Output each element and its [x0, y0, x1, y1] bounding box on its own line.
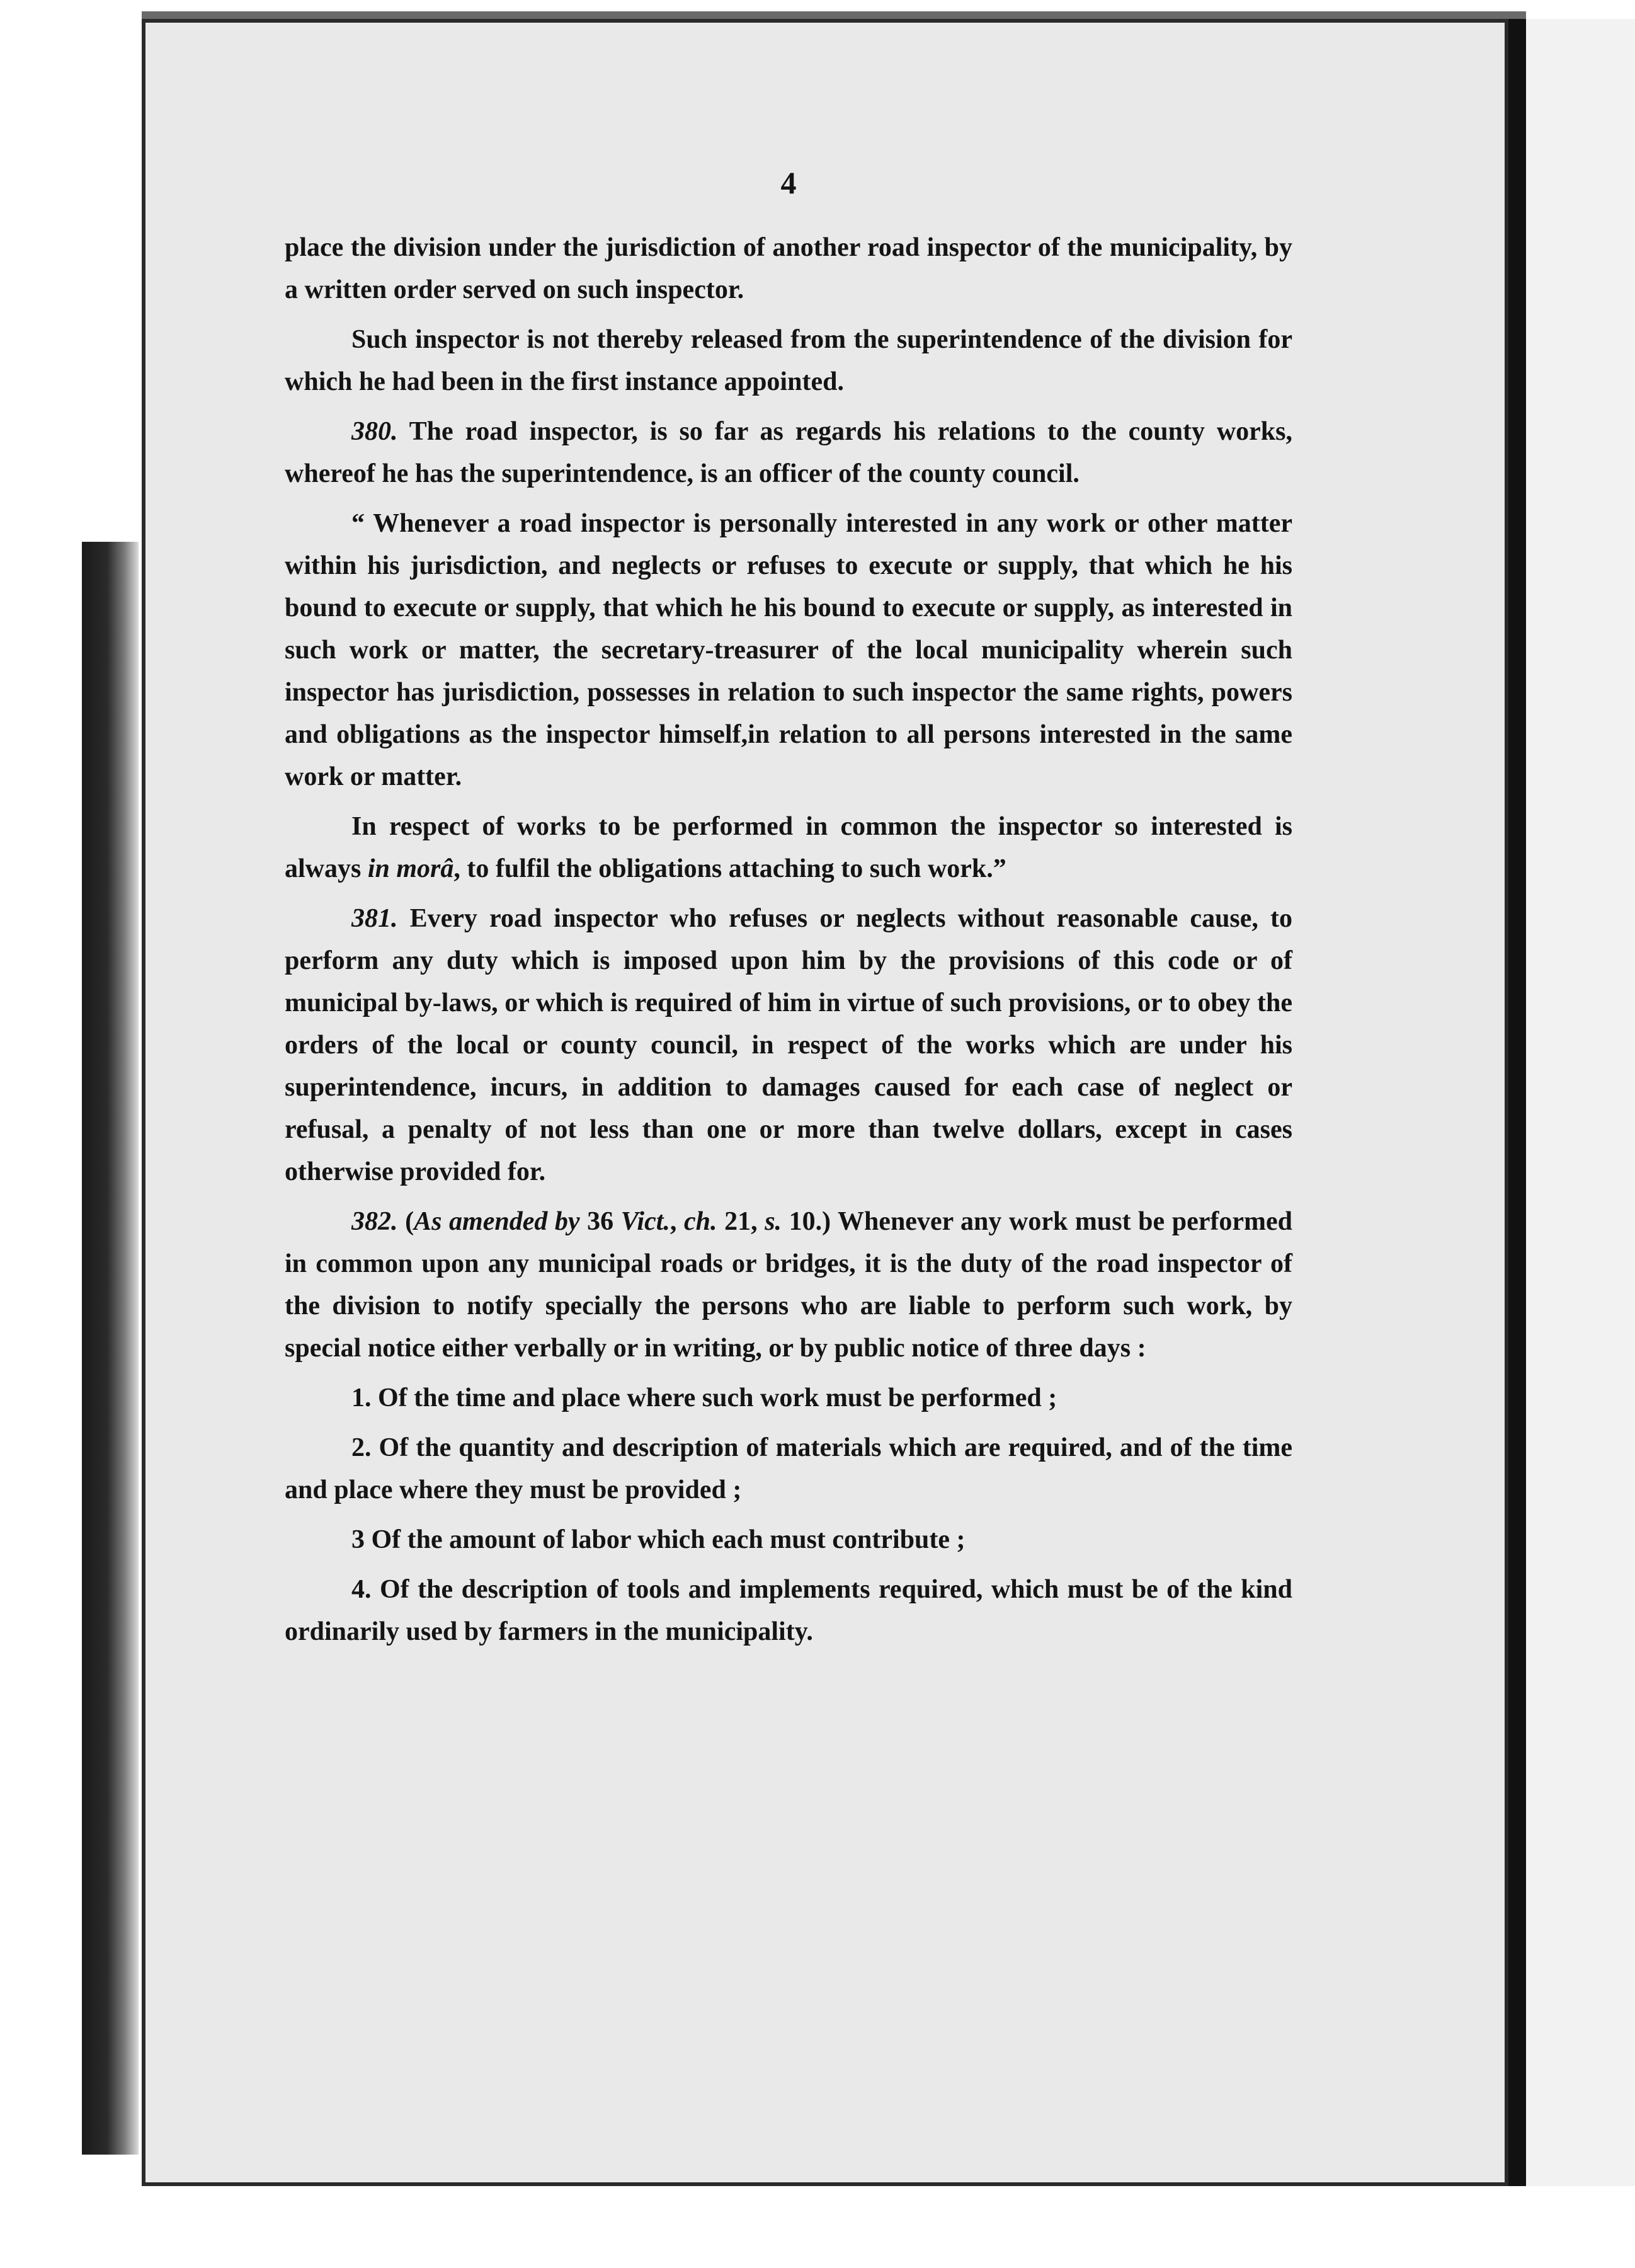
list-item-text: 3 Of the amount of labor which each must contribute ; — [351, 1525, 966, 1554]
paragraph-superintendence — [285, 319, 1292, 403]
amendment-comma: , — [669, 1207, 685, 1236]
paragraph-text: Every road inspector who refuses or neglects without reasonable cause, to perform any duty which is imposed upon him by the provisions of this code or of municipal by-laws, or which is required of him in virtue of such provisions, or to obey the orders of the local or county council, in respect of the works which are under his superintendence, incurs, in addition to damages caused for each case of neglect or refusal, a penalty of not less than one or more than twelve dollars, except in cases otherwise provided for. — [285, 904, 1292, 1186]
section-number: 380. — [351, 417, 398, 446]
section-380 — [285, 411, 1292, 495]
paragraph-text: Whenever any work must be performed in common upon any municipal roads or bridges, it is the duty of the road inspector of the division to notify specially the persons who are liable to perform such work, by special notice either verbally or in writing, or by public notice of three days : — [285, 1207, 1293, 1363]
paragraph-text: Such inspector is not thereby released from the superintendence of the division for which he had been in the first instance appointed. — [285, 325, 1292, 396]
amendment-chapter-number: 21, — [717, 1207, 765, 1236]
page-number: 4 — [780, 165, 797, 200]
section-number: 382. — [351, 1207, 398, 1236]
binding-shadow — [82, 542, 139, 2155]
list-item-text: 2. Of the quantity and description of materials which are required, and of the time and place where they must be provided ; — [285, 1433, 1292, 1504]
amendment-phrase: As amended by — [414, 1207, 580, 1236]
list-item-4 — [285, 1569, 1292, 1653]
list-item-3 — [285, 1519, 1292, 1561]
amendment-vict: Vict. — [620, 1207, 670, 1236]
list-item-text: 1. Of the time and place where such work must be performed ; — [351, 1383, 1057, 1412]
quoted-paragraph-interest — [285, 503, 1292, 798]
text-column — [285, 164, 1292, 1661]
quoted-paragraph-common-works — [285, 806, 1292, 890]
paragraph-text: “ Whenever a road inspector is personally interested in any work or other matter within his jurisdiction, and neglects or refuses to execute or supply, that which he his bound to execute or supply, that which he his bound to execute or supply, as interested in such work or matter, the secretary-treasurer of the local municipality wherein such inspector has jurisdiction, possesses in relation to such inspector the same rights, powers and obligations as the inspector himself,in relation to all persons interested in the same work or matter. — [285, 509, 1292, 791]
page-right-edge — [1508, 19, 1526, 2186]
amendment-number: 36 — [579, 1207, 621, 1236]
amendment-close: 10.) — [782, 1207, 831, 1236]
amendment-section: s. — [765, 1207, 782, 1236]
list-item-2 — [285, 1427, 1292, 1511]
paragraph-text: , to fulfil the obligations attaching to such work.” — [453, 854, 1006, 883]
amendment-open: ( — [397, 1207, 414, 1236]
list-item-1 — [285, 1377, 1292, 1419]
adjacent-page-strip — [1526, 19, 1635, 2186]
section-381 — [285, 898, 1292, 1193]
paragraph-text: In respect of works to be performed in common the inspector so interested is always — [285, 812, 1292, 883]
paragraph-continuation — [285, 227, 1292, 311]
paragraph-text: place the division under the jurisdiction of another road inspector of the municipality, by a written order served on such inspector. — [285, 233, 1292, 304]
section-382 — [285, 1201, 1292, 1370]
latin-phrase: in morâ — [367, 854, 454, 883]
section-number: 381. — [351, 904, 398, 933]
paragraph-text: The road inspector, is so far as regards his relations to the county works, whereof he has the superintendence, is an officer of the county council. — [285, 417, 1292, 488]
list-item-text: 4. Of the description of tools and implements required, which must be of the kind ordinarily used by farmers in the municipality. — [285, 1575, 1292, 1646]
amendment-chapter: ch. — [684, 1207, 717, 1236]
